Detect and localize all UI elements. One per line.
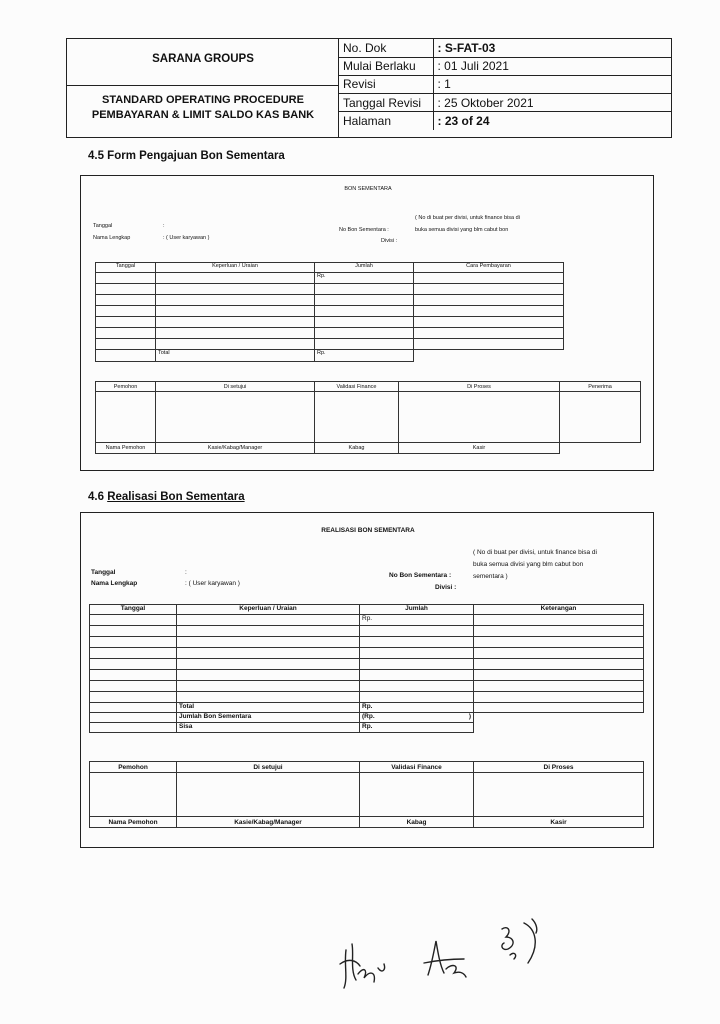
document-meta <box>339 39 671 130</box>
table-cell: Rp. <box>360 615 474 626</box>
table-cell <box>90 713 177 723</box>
signature-space-row <box>90 773 644 817</box>
title-line-1: STANDARD OPERATING PROCEDURE <box>102 94 304 106</box>
note-line-1: ( No di buat per divisi, untuk finance bisa di <box>473 549 597 556</box>
sig-kasir: Kasir <box>399 443 560 454</box>
sig-space <box>560 392 641 443</box>
note-line-3: sementara ) <box>473 573 508 580</box>
note-line-1: ( No di buat per divisi, untuk finance bisa di <box>415 215 520 221</box>
signature-footer-row <box>90 817 644 828</box>
table-row <box>90 626 644 637</box>
table-cell <box>414 317 564 328</box>
col-tanggal: Tanggal <box>96 263 156 273</box>
table-cell <box>96 284 156 295</box>
table-cell <box>156 339 315 350</box>
paraf-3 <box>492 915 548 967</box>
company-name: SARANA GROUPS <box>152 53 254 65</box>
table-row <box>90 681 644 692</box>
table-cell <box>90 681 177 692</box>
table-cell <box>90 692 177 703</box>
table-cell <box>315 295 414 306</box>
sisa-amount: Rp. <box>360 723 474 733</box>
table-cell <box>156 273 315 284</box>
total-amount: Rp. <box>360 703 474 713</box>
items-table <box>89 604 644 733</box>
divisi-label: Divisi : <box>435 584 457 591</box>
tanggal-label: Tanggal <box>93 223 113 229</box>
sig-penerima-header: Penerima <box>560 382 641 392</box>
table-cell <box>177 692 360 703</box>
sig-kasir: Kasir <box>474 817 644 828</box>
table-cell <box>177 615 360 626</box>
jumlah-bon-rp: (Rp. <box>362 713 375 720</box>
meta-label: Tanggal Revisi <box>339 94 433 112</box>
table-row <box>90 615 644 626</box>
table-cell <box>90 626 177 637</box>
sig-space <box>474 773 644 817</box>
total-row <box>96 350 564 362</box>
tanggal-colon: : <box>163 223 165 229</box>
document-title <box>67 93 339 123</box>
table-cell <box>414 273 564 284</box>
table-cell <box>414 295 564 306</box>
table-cell <box>474 723 644 733</box>
no-bon-label: No Bon Sementara : <box>389 572 452 579</box>
jumlah-bon-close: ) <box>468 713 471 720</box>
sig-nama-pemohon: Nama Pemohon <box>96 443 156 454</box>
meta-value: : 25 Oktober 2021 <box>433 94 671 112</box>
title-line-2: PEMBAYARAN & LIMIT SALDO KAS BANK <box>91 109 315 121</box>
paraf-2 <box>420 935 470 980</box>
table-header-row <box>90 605 644 615</box>
form-title: BON SEMENTARA <box>344 186 392 192</box>
meta-value: : 1 <box>433 75 671 93</box>
col-keperluan: Keperluan / Uraian <box>177 605 360 615</box>
table-cell <box>90 703 177 713</box>
sig-space <box>399 392 560 443</box>
section-number: 4.6 <box>88 491 108 503</box>
table-cell <box>360 681 474 692</box>
table-cell <box>360 637 474 648</box>
table-cell <box>360 648 474 659</box>
sig-diproses-header: Di Proses <box>399 382 560 392</box>
table-cell <box>156 295 315 306</box>
table-cell <box>156 328 315 339</box>
table-cell <box>474 637 644 648</box>
table-cell <box>90 670 177 681</box>
total-label: Total <box>177 703 360 713</box>
table-cell <box>90 615 177 626</box>
signature-header-row <box>90 762 644 773</box>
jumlah-bon-amount <box>360 713 474 723</box>
table-cell <box>315 339 414 350</box>
sig-space <box>177 773 360 817</box>
meta-value: : 01 Juli 2021 <box>433 57 671 75</box>
table-cell <box>474 713 644 723</box>
table-cell <box>96 328 156 339</box>
table-cell <box>90 659 177 670</box>
nama-lengkap-value: : ( User karyawan ) <box>163 235 210 241</box>
table-cell <box>177 626 360 637</box>
table-cell <box>96 317 156 328</box>
signature-table <box>95 381 641 454</box>
table-cell <box>315 317 414 328</box>
meta-label: No. Dok <box>339 39 433 57</box>
sig-diproses-header: Di Proses <box>474 762 644 773</box>
realisasi-bon-form <box>80 512 654 848</box>
sig-space <box>156 392 315 443</box>
table-cell <box>177 670 360 681</box>
table-header-row <box>96 263 564 273</box>
table-cell <box>96 306 156 317</box>
header-divider <box>67 85 339 86</box>
sig-validasi-header: Validasi Finance <box>315 382 399 392</box>
sig-disetujui-header: Di setujui <box>177 762 360 773</box>
table-row <box>90 648 644 659</box>
table-cell <box>315 306 414 317</box>
table-cell <box>474 615 644 626</box>
meta-row <box>339 75 671 93</box>
items-table <box>95 262 564 362</box>
sig-validasi-header: Validasi Finance <box>360 762 474 773</box>
table-row <box>90 670 644 681</box>
table-cell <box>414 328 564 339</box>
total-row <box>90 703 644 713</box>
table-cell <box>360 670 474 681</box>
total-label: Total <box>156 350 315 362</box>
table-row <box>96 317 564 328</box>
table-cell <box>315 328 414 339</box>
table-cell <box>474 659 644 670</box>
meta-label: Mulai Berlaku <box>339 57 433 75</box>
table-cell <box>474 648 644 659</box>
form-title: REALISASI BON SEMENTARA <box>321 527 415 534</box>
table-cell <box>474 670 644 681</box>
no-bon-label: No Bon Sementara : <box>339 227 389 233</box>
section-title: Realisasi Bon Sementara <box>107 491 245 503</box>
meta-row <box>339 112 671 130</box>
table-cell <box>474 703 644 713</box>
table-row <box>96 328 564 339</box>
table-cell <box>96 350 156 362</box>
table-row <box>90 692 644 703</box>
table-cell <box>414 339 564 350</box>
sig-space <box>90 773 177 817</box>
table-cell <box>414 306 564 317</box>
table-cell <box>156 317 315 328</box>
meta-value: : 23 of 24 <box>437 114 490 129</box>
tanggal-label: Tanggal <box>91 569 116 576</box>
nama-lengkap-label: Nama Lengkap <box>93 235 131 241</box>
sig-kasie-kabag-manager: Kasie/Kabag/Manager <box>156 443 315 454</box>
table-row <box>96 339 564 350</box>
sig-space <box>96 392 156 443</box>
sig-space <box>315 392 399 443</box>
note-line-2: buka semua divisi yang blm cabut bon <box>415 227 509 233</box>
bon-sementara-form <box>80 175 654 471</box>
col-keterangan: Keterangan <box>474 605 644 615</box>
section-4-5-heading: 4.5 Form Pengajuan Bon Sementara <box>88 150 285 162</box>
sig-nama-pemohon: Nama Pemohon <box>90 817 177 828</box>
table-cell <box>90 723 177 733</box>
sig-disetujui-header: Di setujui <box>156 382 315 392</box>
table-cell <box>96 273 156 284</box>
table-row <box>96 273 564 284</box>
meta-row <box>339 57 671 75</box>
table-cell <box>360 626 474 637</box>
header-left-panel <box>67 39 339 137</box>
meta-label: Revisi <box>339 75 433 93</box>
table-cell <box>156 284 315 295</box>
sig-kabag: Kabag <box>315 443 399 454</box>
table-cell: Rp. <box>315 273 414 284</box>
table-cell <box>177 659 360 670</box>
signature-table <box>89 761 644 828</box>
table-cell <box>177 648 360 659</box>
sisa-label: Sisa <box>177 723 360 733</box>
table-row <box>96 295 564 306</box>
sig-space <box>360 773 474 817</box>
sig-empty <box>560 443 641 454</box>
jumlah-bon-row <box>90 713 644 723</box>
meta-row <box>339 39 671 57</box>
table-cell <box>474 681 644 692</box>
signature-space-row <box>96 392 641 443</box>
table-cell <box>96 339 156 350</box>
signature-header-row <box>96 382 641 392</box>
table-row <box>96 284 564 295</box>
table-cell <box>96 295 156 306</box>
sisa-row <box>90 723 644 733</box>
table-cell <box>414 350 564 362</box>
sig-kabag: Kabag <box>360 817 474 828</box>
col-cara-pembayaran: Cara Pembayaran <box>414 263 564 273</box>
table-cell <box>177 637 360 648</box>
table-cell <box>90 637 177 648</box>
nama-lengkap-value: : ( User karyawan ) <box>185 580 240 587</box>
sig-pemohon-header: Pemohon <box>96 382 156 392</box>
table-cell <box>474 692 644 703</box>
meta-row <box>339 94 671 112</box>
nama-lengkap-label: Nama Lengkap <box>91 580 138 587</box>
total-amount: Rp. <box>315 350 414 362</box>
document-header <box>66 38 672 138</box>
table-cell <box>90 648 177 659</box>
tanggal-colon: : <box>185 569 187 576</box>
meta-value: : S-FAT-03 <box>433 39 671 57</box>
note-line-2: buka semua divisi yang blm cabut bon <box>473 561 584 568</box>
table-row <box>96 306 564 317</box>
table-cell <box>156 306 315 317</box>
table-cell <box>474 626 644 637</box>
table-row <box>90 659 644 670</box>
col-tanggal: Tanggal <box>90 605 177 615</box>
jumlah-bon-label: Jumlah Bon Sementara <box>177 713 360 723</box>
meta-label: Halaman <box>339 112 433 130</box>
section-4-6-heading <box>88 491 245 503</box>
divisi-label: Divisi : <box>381 238 398 244</box>
col-jumlah: Jumlah <box>360 605 474 615</box>
sig-kasie-kabag-manager: Kasie/Kabag/Manager <box>177 817 360 828</box>
col-jumlah: Jumlah <box>315 263 414 273</box>
table-cell <box>315 284 414 295</box>
sig-pemohon-header: Pemohon <box>90 762 177 773</box>
table-cell <box>360 692 474 703</box>
table-cell <box>360 659 474 670</box>
col-keperluan: Keperluan / Uraian <box>156 263 315 273</box>
table-row <box>90 637 644 648</box>
table-cell <box>414 284 564 295</box>
table-cell <box>177 681 360 692</box>
paraf-1 <box>334 930 404 990</box>
signature-footer-row <box>96 443 641 454</box>
